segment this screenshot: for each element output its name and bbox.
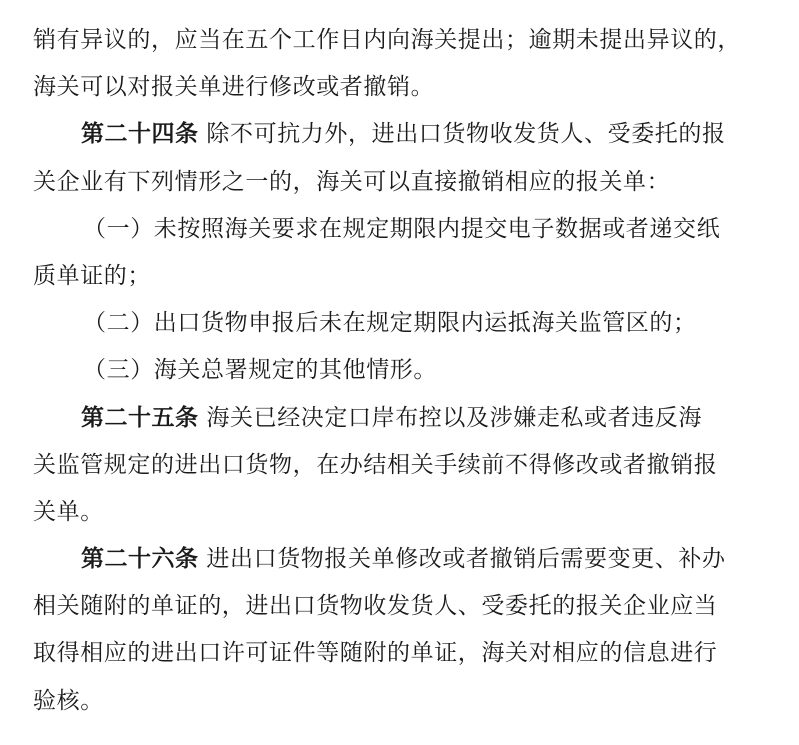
text-line: 关单。	[33, 498, 104, 525]
paragraph-continuation	[33, 17, 773, 111]
article-text: 进出口货物报关单修改或者撤销后需要变更、补办	[198, 546, 726, 573]
text-line: 取得相应的进出口许可证件等随附的单证，海关对相应的信息进行	[33, 640, 718, 667]
text-line: （二）出口货物申报后未在规定期限内运抵海关监管区的；	[83, 310, 697, 337]
text-line	[33, 395, 773, 442]
text-line: （三）海关总署规定的其他情形。	[83, 357, 437, 384]
text-line: 销有异议的，应当在五个工作日内向海关提出；逾期未提出异议的，	[33, 27, 741, 53]
text-line: 相关随附的单证的，进出口货物收发货人、受委托的报关企业应当	[33, 593, 718, 620]
article-26	[33, 536, 773, 725]
text-line	[33, 111, 773, 158]
text-line: 关企业有下列情形之一的，海关可以直接撤销相应的报关单：	[33, 168, 671, 195]
article-25	[33, 395, 773, 537]
text-line: 海关可以对报关单进行修改或者撤销。	[33, 74, 435, 101]
article-text: 除不可抗力外，进出口货物收发货人、受委托的报	[198, 121, 726, 148]
article-heading: 第二十五条	[81, 404, 199, 431]
text-line: 验核。	[33, 687, 104, 714]
list-item-1	[33, 206, 773, 300]
text-line: 质单证的；	[33, 262, 151, 289]
list-item-2	[33, 300, 773, 347]
text-line: 关监管规定的进出口货物，在办结相关手续前不得修改或者撤销报	[33, 451, 718, 478]
article-heading: 第二十四条	[81, 121, 199, 148]
text-line: （一）未按照海关要求在规定期限内提交电子数据或者递交纸	[83, 215, 721, 242]
list-item-3	[33, 347, 773, 394]
text-line	[33, 536, 773, 583]
article-24	[33, 111, 773, 205]
document-body	[33, 17, 773, 725]
article-text: 海关已经决定口岸布控以及涉嫌走私或者违反海	[198, 404, 703, 431]
article-heading: 第二十六条	[81, 546, 199, 573]
